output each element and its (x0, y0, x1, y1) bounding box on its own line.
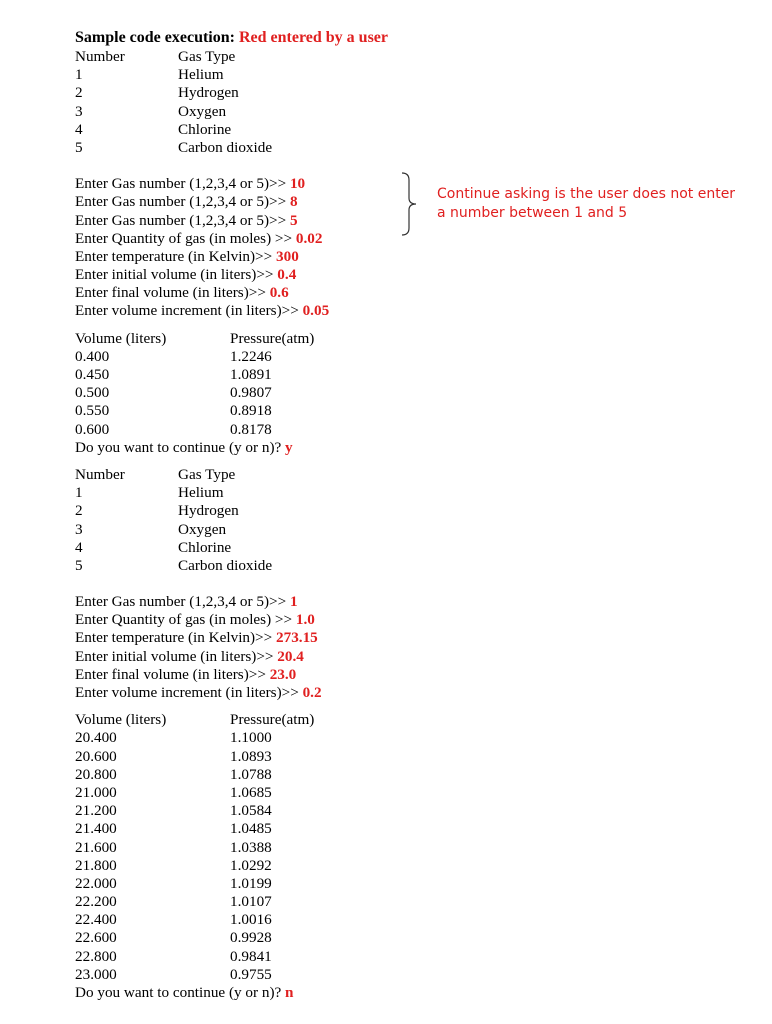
cell-col2: Hydrogen (178, 84, 239, 102)
cell-col2: Carbon dioxide (178, 556, 273, 574)
user-input: 273.15 (276, 629, 318, 647)
cell-col2: 1.0292 (230, 856, 272, 874)
cell-col1: 1 (75, 484, 83, 502)
gas-table-row (75, 557, 725, 575)
prompt-line (75, 666, 725, 684)
cell-col1: 0.550 (75, 402, 110, 420)
prompt-text: Enter Gas number (1,2,3,4 or 5)>> (75, 175, 290, 193)
cell-col2: 0.8178 (230, 420, 272, 438)
cell-col2: 1.0199 (230, 874, 272, 892)
heading-note: Red entered by a user (238, 29, 389, 46)
cell-col2: Hydrogen (178, 502, 239, 520)
heading-separator: : (229, 29, 239, 46)
cell-col1: Number (75, 48, 125, 65)
cell-col1: 3 (75, 520, 83, 538)
cell-col1: 2 (75, 84, 83, 102)
cell-col1: 23.000 (75, 965, 117, 983)
cell-col2: Helium (178, 66, 224, 84)
cell-col1: 4 (75, 538, 83, 556)
continue-prompt: Do you want to continue (y or n)? (75, 438, 286, 456)
continue-answer: n (285, 984, 294, 1001)
gas-table-row (75, 502, 725, 520)
cell-col1: 4 (75, 120, 83, 138)
results-header (75, 330, 725, 348)
cell-col2: 1.1000 (230, 729, 272, 747)
results-row (75, 421, 725, 439)
results-row (75, 384, 725, 402)
continue-line-1 (75, 439, 725, 457)
cell-col1: 20.400 (75, 729, 117, 747)
results-row (75, 748, 725, 766)
results-row (75, 348, 725, 366)
prompt-text: Enter initial volume (in liters)>> (75, 647, 278, 665)
results-row (75, 820, 725, 838)
user-input: 1.0 (295, 611, 315, 629)
user-input: 0.6 (269, 284, 289, 302)
prompt-text: Enter Gas number (1,2,3,4 or 5)>> (75, 211, 290, 229)
prompt-line (75, 684, 725, 702)
results-table-1 (75, 330, 725, 439)
cell-col2: Oxygen (178, 520, 227, 538)
gas-table-2 (75, 466, 725, 575)
cell-col1: 5 (75, 138, 83, 156)
cell-col2: 1.0485 (230, 820, 272, 838)
gas-table-row (75, 484, 725, 502)
cell-col1: 20.800 (75, 765, 117, 783)
prompt-text: Enter temperature (in Kelvin)>> (75, 247, 276, 265)
cell-col2: Gas Type (178, 465, 236, 483)
cell-col1: 20.600 (75, 747, 117, 765)
prompt-line (75, 248, 725, 266)
cell-col1: 0.500 (75, 384, 110, 402)
prompt-line (75, 648, 725, 666)
prompt-text: Enter volume increment (in liters)>> (75, 302, 303, 320)
cell-col2: 1.0016 (230, 911, 272, 929)
prompt-text: Enter Quantity of gas (in moles) >> (75, 229, 296, 247)
cell-col1: 21.200 (75, 802, 117, 820)
prompt-line (75, 629, 725, 647)
user-input: 5 (289, 211, 298, 229)
cell-col2: Chlorine (178, 538, 232, 556)
cell-col1: 21.000 (75, 783, 117, 801)
results-row (75, 366, 725, 384)
gas-table-row (75, 521, 725, 539)
cell-col1: 21.400 (75, 820, 117, 838)
heading-label: Sample code execution (75, 29, 230, 46)
cell-col2: 0.9807 (230, 384, 272, 402)
gas-table-row (75, 539, 725, 557)
continue-prompt: Do you want to continue (y or n)? (75, 984, 286, 1001)
cell-col1: 1 (75, 66, 83, 84)
user-input: 20.4 (277, 647, 304, 665)
cell-col1: 22.800 (75, 947, 117, 965)
gas-table-row (75, 121, 725, 139)
cell-col1: 22.400 (75, 911, 117, 929)
cell-col2: 1.0893 (230, 747, 272, 765)
cell-col1: 0.450 (75, 366, 110, 383)
prompt-line (75, 611, 725, 629)
cell-col1: 22.600 (75, 929, 117, 947)
results-row (75, 729, 725, 747)
prompts-block-2 (75, 593, 725, 702)
cell-col2: 0.8918 (230, 402, 272, 420)
cell-col1: Volume (liters) (75, 711, 167, 729)
gas-table-row (75, 103, 725, 121)
user-input: 8 (289, 193, 298, 211)
results-row (75, 948, 725, 966)
results-row (75, 893, 725, 911)
user-input: 0.02 (295, 229, 323, 247)
cell-col2: 0.9841 (230, 947, 272, 965)
cell-col2: 1.2246 (230, 347, 272, 365)
user-input: 10 (289, 175, 306, 193)
prompt-text: Enter Gas number (1,2,3,4 or 5)>> (75, 193, 290, 211)
gas-table-1 (75, 48, 725, 157)
user-input: 1 (289, 593, 298, 611)
cell-col2: 1.0388 (230, 838, 272, 856)
results-row (75, 802, 725, 820)
prompt-line (75, 302, 725, 320)
results-row (75, 839, 725, 857)
cell-col2: 0.9928 (230, 929, 272, 947)
side-note: Continue asking is the user does not enter a number between 1 and 5 (437, 186, 736, 221)
cell-col2: Gas Type (178, 48, 236, 65)
cell-col1: 22.200 (75, 893, 117, 911)
cell-col2: 1.0685 (230, 783, 272, 801)
results-table-2 (75, 711, 725, 984)
prompt-text: Enter final volume (in liters)>> (75, 665, 270, 683)
prompt-text: Enter initial volume (in liters)>> (75, 266, 278, 284)
prompt-text: Enter volume increment (in liters)>> (75, 684, 303, 701)
cell-col1: Number (75, 465, 125, 483)
results-header (75, 711, 725, 729)
cell-col2: Pressure(atm) (230, 711, 315, 729)
prompt-line (75, 266, 725, 284)
gas-table-row (75, 139, 725, 157)
cell-col2: 1.0788 (230, 765, 272, 783)
cell-col1: 0.400 (75, 347, 110, 365)
user-input: 23.0 (269, 665, 297, 683)
cell-col1: 21.600 (75, 838, 117, 856)
gas-table-row (75, 66, 725, 84)
prompt-line (75, 284, 725, 302)
cell-col1: 5 (75, 556, 83, 574)
results-row (75, 784, 725, 802)
cell-col1: 3 (75, 102, 83, 120)
continue-answer: y (285, 438, 293, 456)
cell-col1: 22.000 (75, 874, 117, 892)
cell-col2: Helium (178, 484, 224, 502)
user-input: 0.4 (277, 266, 297, 284)
results-row (75, 857, 725, 875)
prompt-text: Enter temperature (in Kelvin)>> (75, 629, 276, 647)
cell-col2: Oxygen (178, 102, 227, 120)
results-row (75, 402, 725, 420)
results-row (75, 966, 725, 984)
cell-col2: Pressure(atm) (230, 329, 315, 347)
right-brace-icon (400, 172, 420, 236)
cell-col2: Carbon dioxide (178, 138, 273, 156)
results-row (75, 911, 725, 929)
prompt-text: Enter Quantity of gas (in moles) >> (75, 611, 296, 629)
cell-col1: 0.600 (75, 420, 110, 438)
gas-table-header (75, 466, 725, 484)
heading (75, 28, 725, 48)
results-row (75, 929, 725, 947)
cell-col1: Volume (liters) (75, 329, 167, 347)
gas-table-row (75, 84, 725, 102)
cell-col1: 21.800 (75, 856, 117, 874)
results-row (75, 875, 725, 893)
user-input: 0.2 (302, 684, 322, 701)
user-input: 300 (276, 247, 299, 265)
prompt-text: Enter Gas number (1,2,3,4 or 5)>> (75, 593, 290, 611)
cell-col2: 1.0107 (230, 893, 272, 911)
prompt-line (75, 593, 725, 611)
user-input: 0.05 (302, 302, 330, 320)
cell-col2: 1.0891 (230, 366, 272, 383)
cell-col2: 1.0584 (230, 802, 272, 820)
gas-table-header (75, 48, 725, 66)
continue-line-2 (75, 984, 725, 1002)
cell-col1: 2 (75, 502, 83, 520)
results-row (75, 766, 725, 784)
prompt-text: Enter final volume (in liters)>> (75, 284, 270, 302)
cell-col2: Chlorine (178, 120, 232, 138)
cell-col2: 0.9755 (230, 965, 272, 983)
